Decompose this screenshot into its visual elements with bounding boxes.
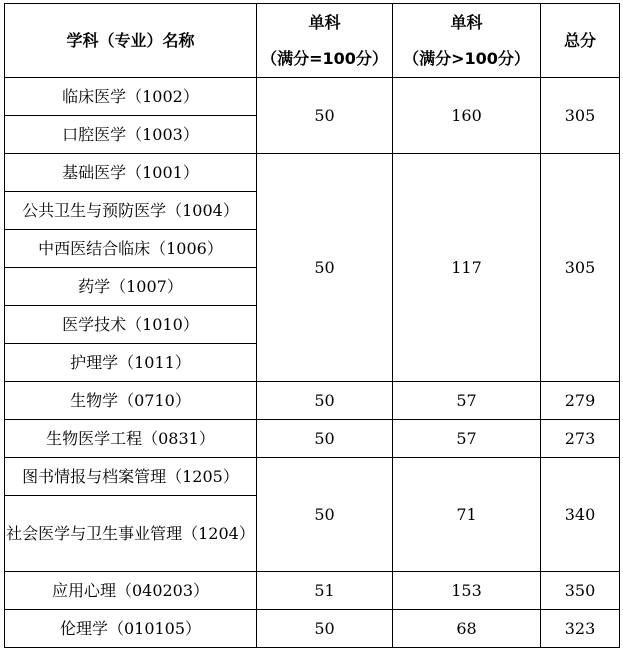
single-100-cell: 50 bbox=[257, 458, 393, 572]
total-cell: 340 bbox=[541, 458, 620, 572]
table-row bbox=[5, 420, 620, 458]
table-row bbox=[5, 458, 620, 496]
single-over-cell: 57 bbox=[393, 420, 541, 458]
subject-cell: 公共卫生与预防医学（1004） bbox=[5, 192, 257, 230]
subject-cell bbox=[5, 496, 257, 572]
score-table bbox=[4, 3, 620, 648]
single-100-cell: 51 bbox=[257, 572, 393, 610]
table-row bbox=[5, 78, 620, 116]
single-over-cell: 117 bbox=[393, 154, 541, 382]
subject-cell: 伦理学（010105） bbox=[5, 610, 257, 648]
table-row bbox=[5, 382, 620, 420]
single-over-cell: 57 bbox=[393, 382, 541, 420]
total-cell: 350 bbox=[541, 572, 620, 610]
single-100-cell: 50 bbox=[257, 154, 393, 382]
header-total: 总分 bbox=[541, 4, 620, 78]
single-100-cell: 50 bbox=[257, 610, 393, 648]
table-row bbox=[5, 610, 620, 648]
single-over-cell: 71 bbox=[393, 458, 541, 572]
header-single-over bbox=[393, 4, 541, 78]
total-cell: 273 bbox=[541, 420, 620, 458]
total-cell: 323 bbox=[541, 610, 620, 648]
subject-cell: 生物学（0710） bbox=[5, 382, 257, 420]
total-cell: 305 bbox=[541, 154, 620, 382]
subject-cell: 药学（1007） bbox=[5, 268, 257, 306]
header-single-over-line1: 单科 bbox=[450, 12, 483, 32]
table-row bbox=[5, 154, 620, 192]
subject-text: 社会医学与卫生事业管理（1204） bbox=[6, 523, 255, 543]
single-100-cell: 50 bbox=[257, 420, 393, 458]
header-single-100-line1: 单科 bbox=[308, 12, 341, 32]
total-cell: 279 bbox=[541, 382, 620, 420]
header-row bbox=[5, 4, 620, 78]
subject-cell: 护理学（1011） bbox=[5, 344, 257, 382]
subject-cell: 图书情报与档案管理（1205） bbox=[5, 458, 257, 496]
table-row bbox=[5, 572, 620, 610]
single-over-cell: 68 bbox=[393, 610, 541, 648]
single-100-cell: 50 bbox=[257, 78, 393, 154]
subject-cell: 基础医学（1001） bbox=[5, 154, 257, 192]
subject-cell: 生物医学工程（0831） bbox=[5, 420, 257, 458]
subject-cell: 口腔医学（1003） bbox=[5, 116, 257, 154]
header-single-100-line2: （满分=100分） bbox=[261, 48, 388, 68]
header-single-over-line2: （满分>100分） bbox=[403, 48, 530, 68]
subject-cell: 中西医结合临床（1006） bbox=[5, 230, 257, 268]
single-100-cell: 50 bbox=[257, 382, 393, 420]
total-cell: 305 bbox=[541, 78, 620, 154]
single-over-cell: 153 bbox=[393, 572, 541, 610]
single-over-cell: 160 bbox=[393, 78, 541, 154]
subject-cell: 临床医学（1002） bbox=[5, 78, 257, 116]
header-subject: 学科（专业）名称 bbox=[5, 4, 257, 78]
subject-cell: 医学技术（1010） bbox=[5, 306, 257, 344]
header-single-100 bbox=[257, 4, 393, 78]
subject-cell: 应用心理（040203） bbox=[5, 572, 257, 610]
